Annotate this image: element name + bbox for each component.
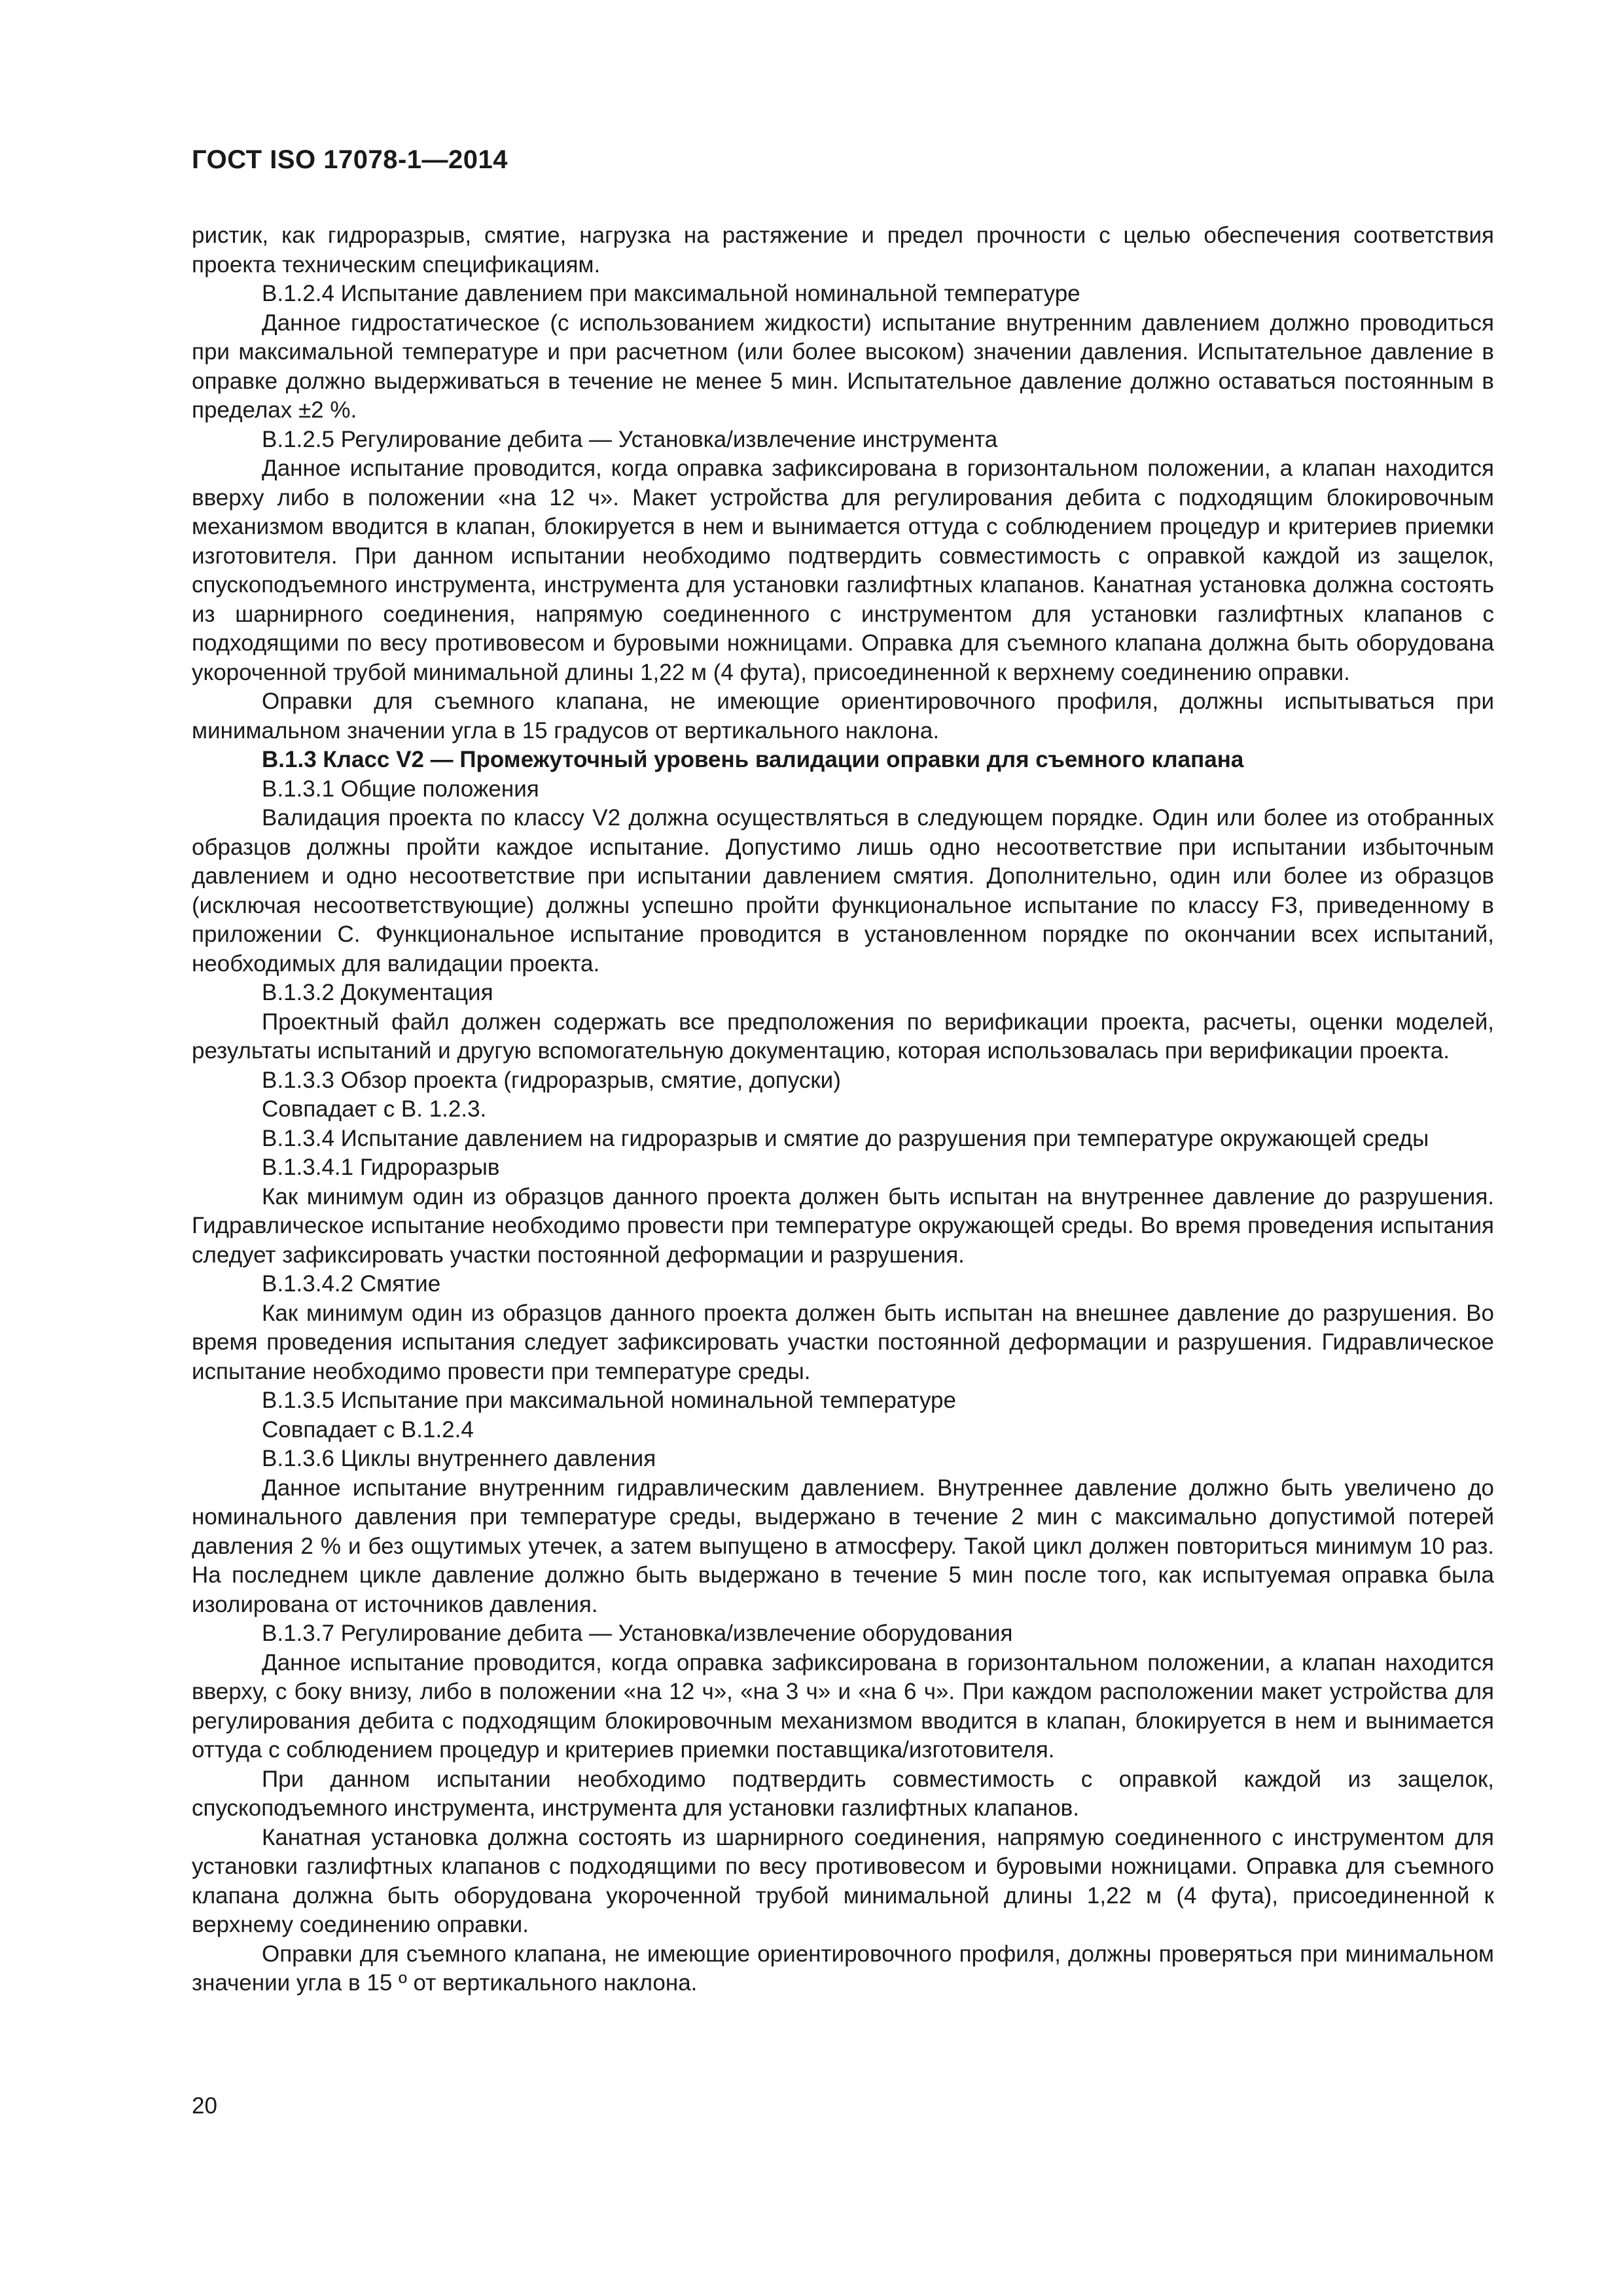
clause-heading-b134: В.1.3.4 Испытание давлением на гидроразрыв и смятие до разрушения при температуре окружающей среды [262,1125,1429,1151]
section-heading-b13: В.1.3 Класс V2 — Промежуточный уровень валидации оправки для съемного клапана [262,747,1244,772]
paragraph: Данное испытание проводится, когда оправка зафиксирована в горизонтальном положении, а клапан находится вверху либо в положении «на 12 ч». Макет устройства для регулирования дебита с подходящим блокировочным механизмом вводится в клапан, блокируется в нем и вынимается оттуда с соблюдением процедур и критериев приемки изготовителя. При данном испытании необходимо подтвердить совместимость с оправкой каждой из защелок, спускоподъемного инструмента, инструмента для установки газлифтных клапанов. Канатная установка должна состоять из шарнирного соединения, напрямую соединенного с инструментом для установки газлифтных клапанов с подходящими по весу противовесом и буровыми ножницами. Оправка для съемного клапана должна быть оборудована укороченной трубой минимальной длины 1,22 м (4 фута), присоединенной к верхнему соединению оправки. [192,456,1494,685]
paragraph: Оправки для съемного клапана, не имеющие ориентировочного профиля, должны проверяться при минимальном значении угла в 15 º от вертикального наклона. [192,1941,1494,1996]
paragraph: При данном испытании необходимо подтвердить совместимость с оправкой каждой из защелок, спускоподъемного инструмента, инструмента для установки газлифтных клапанов. [192,1766,1494,1821]
clause-heading-b1341: В.1.3.4.1 Гидроразрыв [262,1155,500,1180]
paragraph: Проектный файл должен содержать все предположения по верификации проекта, расчеты, оценки моделей, результаты испытаний и другую вспомогательную документацию, которая использовалась при верификации проекта. [192,1009,1494,1064]
clause-heading-b136: В.1.3.6 Циклы внутреннего давления [262,1446,656,1471]
document-page [192,0,1494,2296]
document-body [192,221,1494,1998]
paragraph: Совпадает с В. 1.2.3. [262,1096,487,1122]
clause-heading-b125: В.1.2.5 Регулирование дебита — Установка/извлечение инструмента [262,426,998,452]
paragraph: Валидация проекта по классу V2 должна осуществляться в следующем порядке. Один или более из отобранных образцов должны пройти каждое испытание. Допустимо лишь одно несоответствие при испытании избыточным давлением и одно несоответствие при испытании давлением смятия. Дополнительно, один или более из образцов (исключая несоответствующие) должны успешно пройти функциональное испытание по классу F3, приведенному в приложении С. Функциональное испытание проводится в установленном порядке по окончании всех испытаний, необходимых для валидации проекта. [192,805,1494,977]
page-number: 20 [192,2093,217,2119]
clause-heading-b1342: В.1.3.4.2 Смятие [262,1271,441,1297]
clause-heading-b132: В.1.3.2 Документация [262,980,493,1005]
paragraph-continuation: ристик, как гидроразрыв, смятие, нагрузка на растяжение и предел прочности с целью обеспечения соответствия проекта техническим спецификациям. [192,223,1494,278]
paragraph: Оправки для съемного клапана, не имеющие ориентировочного профиля, должны испытываться при минимальном значении угла в 15 градусов от вертикального наклона. [192,689,1494,744]
paragraph: Данное испытание внутренним гидравлическим давлением. Внутреннее давление должно быть увеличено до номинального давления при температуре среды, выдержано в течение 2 мин с максимально допустимой потерей давления 2 % и без ощутимых утечек, а затем выпущено в атмосферу. Такой цикл должен повториться минимум 10 раз. На последнем цикле давление должно быть выдержано в течение 5 мин после того, как испытуемая оправка была изолирована от источников давления. [192,1475,1494,1617]
clause-heading-b131: В.1.3.1 Общие положения [262,776,539,802]
paragraph: Как минимум один из образцов данного проекта должен быть испытан на внутреннее давление до разрушения. Гидравлическое испытание необходимо провести при температуре окружающей среды. Во время проведения испытания следует зафиксировать участки постоянной деформации и разрушения. [192,1183,1494,1268]
paragraph: Как минимум один из образцов данного проекта должен быть испытан на внешнее давление до разрушения. Во время проведения испытания следует зафиксировать участки постоянной деформации и разрушения. Гидравлическое испытание необходимо провести при температуре среды. [192,1300,1494,1384]
document-header-title: ГОСТ ISO 17078-1—2014 [192,145,508,174]
clause-heading-b135: В.1.3.5 Испытание при максимальной номинальной температуре [262,1388,956,1413]
paragraph: Совпадает с В.1.2.4 [262,1416,474,1443]
paragraph: Канатная установка должна состоять из шарнирного соединения, напрямую соединенного с инструментом для установки газлифтных клапанов с подходящими по весу противовесом и буровыми ножницами. Оправка для съемного клапана должна быть оборудована укороченной трубой минимальной длины 1,22 м (4 фута), присоединенной к верхнему соединению оправки. [192,1824,1494,1937]
clause-heading-b133: В.1.3.3 Обзор проекта (гидроразрыв, смятие, допуски) [262,1067,841,1093]
paragraph: Данное испытание проводится, когда оправка зафиксирована в горизонтальном положении, а клапан находится вверху, с боку внизу, либо в положении «на 12 ч», «на 3 ч» и «на 6 ч». При каждом расположении макет устройства для регулирования дебита с подходящим блокировочным механизмом вводится в клапан, блокируется в нем и вынимается оттуда с соблюдением процедур и критериев приемки поставщика/изготовителя. [192,1649,1494,1763]
clause-heading-b124: В.1.2.4 Испытание давлением при максимальной номинальной температуре [262,281,1080,306]
paragraph: Данное гидростатическое (с использованием жидкости) испытание внутренним давлением должно проводиться при максимальной температуре и при расчетном (или более высоком) значении давления. Испытательное давление в оправке должно выдерживаться в течение не менее 5 мин. Испытательное давление должно оставаться постоянным в пределах ±2 %. [192,310,1494,423]
clause-heading-b137: В.1.3.7 Регулирование дебита — Установка/извлечение оборудования [262,1621,1013,1646]
